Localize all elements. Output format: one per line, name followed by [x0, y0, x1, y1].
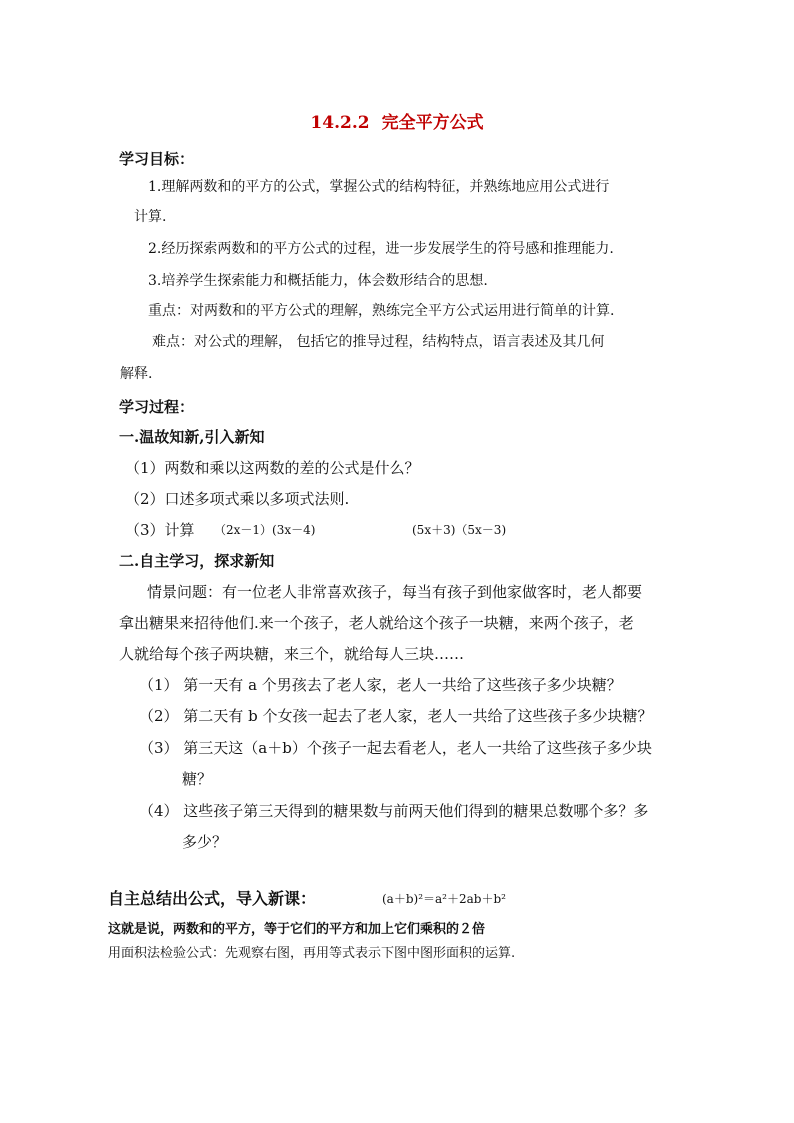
- expression-2: (5x＋3)（5x－3): [412, 523, 507, 537]
- objective-1-line-1: 1.理解两数和的平方的公式，掌握公式的结构特征，并熟练地应用公式进行: [148, 179, 610, 195]
- expression-1: （2x－1）(3x－4): [214, 523, 316, 537]
- section-number: 14.2.2: [310, 113, 370, 133]
- section-2-heading: 二.自主学习，探求新知: [119, 552, 275, 570]
- scenario-line-1: 情景问题：有一位老人非常喜欢孩子，每当有孩子到他家做客时，老人都要: [147, 583, 643, 601]
- review-question-2: （2）口述多项式乘以多项式法则.: [125, 490, 350, 508]
- scenario-question-1: （1） 第一天有 a 个男孩去了老人家，老人一共给了这些孩子多少块糖？: [139, 676, 622, 694]
- objective-3: 3.培养学生探索能力和概括能力，体会数形结合的思想.: [148, 273, 488, 289]
- scenario-question-2: （2） 第二天有 b 个女孩一起去了老人家，老人一共给了这些孩子多少块糖？: [139, 707, 653, 725]
- process-heading: 学习过程：: [119, 398, 195, 416]
- summary-heading: 自主总结出公式，导入新课：: [108, 889, 317, 908]
- scenario-question-4-line-2: 多少？: [182, 833, 228, 851]
- scenario-question-3-line-2: 糖？: [182, 770, 213, 788]
- objectives-heading: 学习目标：: [119, 150, 195, 168]
- scenario-line-3: 人就给每个孩子两块糖，来三个，就给每人三块……: [119, 645, 465, 663]
- formula-statement: 这就是说，两数和的平方，等于它们的平方和加上它们乘积的２倍: [108, 922, 486, 937]
- title-text: 完全平方公式: [381, 113, 484, 133]
- page-title: [0, 108, 794, 133]
- scenario-question-3-line-1: （3） 第三天这（a＋b）个孩子一起去看老人，老人一共给了这些孩子多少块: [139, 739, 652, 757]
- scenario-line-2: 拿出糖果来招待他们.来一个孩子，老人就给这个孩子一块糖，来两个孩子，老: [119, 614, 634, 632]
- square-formula: (a＋b)²＝a²＋2ab＋b²: [382, 892, 506, 906]
- objective-2: 2.经历探索两数和的平方公式的过程，进一步发展学生的符号感和推理能力.: [148, 241, 614, 257]
- difficulty-line-2: 解释.: [120, 366, 153, 382]
- difficulty-line-1: 难点：对公式的理解， 包括它的推导过程，结构特点，语言表述及其几何: [152, 334, 605, 350]
- section-1-heading: 一.温故知新,引入新知: [119, 428, 265, 446]
- key-point: 重点：对两数和的平方公式的理解，熟练完全平方公式运用进行简单的计算.: [148, 303, 615, 319]
- review-question-1: （1）两数和乘以这两数的差的公式是什么？: [125, 459, 420, 477]
- area-method-note: 用面积法检验公式：先观察右图，再用等式表示下图中图形面积的运算.: [108, 946, 516, 961]
- review-question-3-label: （3）计算: [125, 521, 195, 539]
- scenario-question-4-line-1: （4） 这些孩子第三天得到的糖果数与前两天他们得到的糖果总数哪个多？多: [139, 802, 649, 820]
- objective-1-line-2: 计算.: [134, 209, 167, 225]
